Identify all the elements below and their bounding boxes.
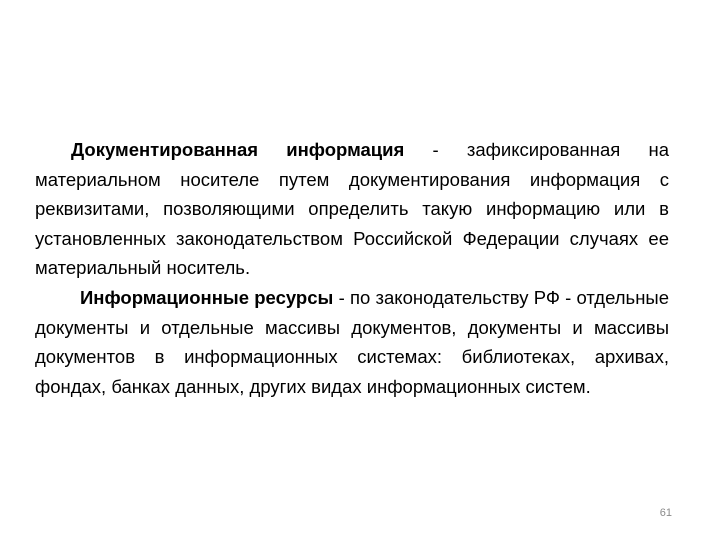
term-information-resources: Информационные ресурсы [80, 286, 334, 308]
definition-documented-information: - зафиксированная на материальном носителе путем документирования информация с реквизитами, позволяющими определить такую информацию или в установленных законодательством Российской Федерации случаях ее материальный носитель. [35, 139, 669, 279]
page-number: 61 [659, 507, 672, 519]
term-documented-information: Документированная информация [71, 139, 405, 160]
paragraph-information-resources [35, 283, 669, 401]
slide-body-text [35, 135, 669, 401]
paragraph-documented-information [35, 135, 669, 283]
definition-information-resources: - по законодательству РФ - отдельные документы и отдельные массивы документов, документы и массивы документов в информационных системах: библиотеках, архивах, фондах, банках данных, других видах информационных систем. [35, 286, 669, 397]
